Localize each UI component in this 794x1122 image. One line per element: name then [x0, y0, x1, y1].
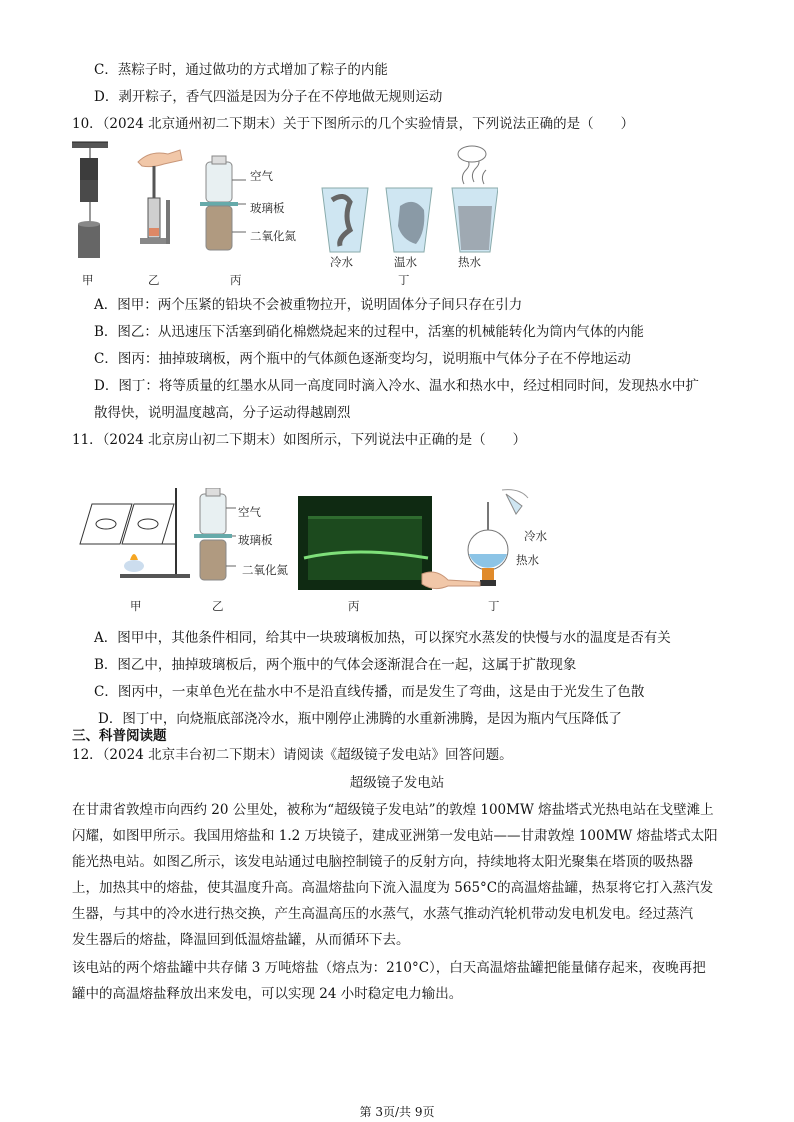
fig10-label-ding: 丁 — [398, 273, 410, 287]
q10-option-d-line1: D．图丁：将等质量的红墨水从同一高度同时滴入冷水、温水和热水中，经过相同时间，发现热水中扩 — [94, 378, 699, 394]
fig11-label-yi: 乙 — [212, 599, 224, 613]
section-heading: 三、科普阅读题 — [72, 728, 167, 744]
fig10-label-bing: 丙 — [230, 273, 242, 287]
gas-jars-drawing-2 — [194, 488, 236, 580]
q10-option-c: C．图丙：抽掉玻璃板，两个瓶中的气体颜色逐渐变均匀，说明瓶中气体分子在不停地运动 — [94, 351, 631, 367]
q9-option-d: D．剥开粽子，香气四溢是因为分子在不停地做无规则运动 — [94, 89, 443, 105]
fig11-glass-label: 玻璃板 — [238, 533, 273, 547]
fig11-hot-label: 热水 — [516, 553, 539, 567]
gas-jars-drawing — [200, 156, 246, 250]
question-11-illustration — [76, 488, 556, 608]
fig11-cold-label: 冷水 — [524, 529, 547, 543]
beakers-drawing — [322, 146, 498, 252]
question-11-stem: 11．（2024 北京房山初二下期末）如图所示，下列说法中正确的是（ ） — [72, 432, 527, 448]
fig10-label-yi: 乙 — [148, 273, 160, 287]
q11-option-a: A．图甲中，其他条件相同，给其中一块玻璃板加热，可以探究水蒸发的快慢与水的温度是否有关 — [94, 630, 671, 646]
lead-blocks-drawing — [72, 142, 108, 258]
article-paragraph-line: 该电站的两个熔盐罐中共存储 3 万吨熔盐（熔点为：210°C），白天高温熔盐罐把能量储存起来，夜晚再把 — [72, 960, 706, 976]
light-in-saltwater-photo — [298, 496, 432, 590]
article-paragraph-line: 能光热电站。如图乙所示，该发电站通过电脑控制镜子的反射方向，持续地将太阳光聚集在塔顶的吸热器 — [72, 854, 693, 870]
article-paragraph-line: 生器，与其中的冷水进行热交换，产生高温高压的水蒸气，水蒸气推动汽轮机带动发电机发电。经过蒸汽 — [72, 906, 693, 922]
article-paragraph-line: 在甘肃省敦煌市向西约 20 公里处，被称为“超级镜子发电站”的敦煌 100MW 熔盐塔式光热电站在戈壁滩上 — [72, 802, 714, 818]
fig11-label-jia: 甲 — [130, 599, 142, 613]
q9-option-c: C．蒸粽子时，通过做功的方式增加了粽子的内能 — [94, 62, 388, 78]
piston-drawing — [138, 150, 182, 244]
article-title: 超级镜子发电站 — [349, 775, 445, 791]
question-11-figure — [76, 488, 556, 608]
fig11-label-ding: 丁 — [488, 599, 500, 613]
q10-option-a: A．图甲：两个压紧的铅块不会被重物拉开，说明固体分子间只存在引力 — [94, 297, 523, 313]
fig11-air-label: 空气 — [238, 505, 261, 519]
q10-option-d-line2: 散得快，说明温度越高，分子运动得越剧烈 — [94, 405, 351, 421]
fig10-warm-label: 温水 — [394, 255, 417, 269]
flask-drawing — [422, 490, 528, 589]
fig10-hot-label: 热水 — [458, 255, 481, 269]
q11-option-b: B．图乙中，抽掉玻璃板后，两个瓶中的气体会逐渐混合在一起，这属于扩散现象 — [94, 657, 577, 673]
fig10-glass-label: 玻璃板 — [250, 201, 285, 215]
fig10-air-label: 空气 — [250, 169, 273, 183]
page-footer: 第 3页/共 9页 — [359, 1105, 435, 1119]
q10-option-b: B．图乙：从迅速压下活塞到硝化棉燃烧起来的过程中，活塞的机械能转化为筒内气体的内能 — [94, 324, 644, 340]
article-paragraph-line: 罐中的高温熔盐释放出来发电，可以实现 24 小时稳定电力输出。 — [72, 986, 463, 1002]
article-paragraph-line: 闪耀，如图甲所示。我国用熔盐和 1.2 万块镜子，建成亚洲第一发电站——甘肃敦煌 100MW 熔盐塔式太阳 — [72, 828, 718, 844]
fig11-no2-label: 二氧化氮 — [242, 563, 288, 577]
fig11-label-bing: 丙 — [348, 599, 360, 613]
q11-option-c: C．图丙中，一束单色光在盐水中不是沿直线传播，而是发生了弯曲，这是由于光发生了色散 — [94, 684, 645, 700]
question-10-stem: 10．（2024 北京通州初二下期末）关于下图所示的几个实验情景，下列说法正确的是（ ） — [72, 116, 635, 132]
fig10-label-jia: 甲 — [82, 273, 94, 287]
fig10-no2-label: 二氧化氮 — [250, 229, 296, 243]
article-paragraph-line: 上，加热其中的熔盐，使其温度升高。高温熔盐向下流入温度为 565°C的高温熔盐罐，热泵将它打入蒸汽发 — [72, 880, 714, 896]
fig10-cold-label: 冷水 — [330, 255, 353, 269]
q11-option-d: D．图丁中，向烧瓶底部浇冷水，瓶中刚停止沸腾的水重新沸腾，是因为瓶内气压降低了 — [98, 711, 622, 727]
article-paragraph-line: 发生器后的熔盐，降温回到低温熔盐罐，从而循环下去。 — [72, 932, 410, 948]
question-12-stem: 12．（2024 北京丰台初二下期末）请阅读《超级镜子发电站》回答问题。 — [72, 747, 513, 763]
glass-plates-drawing — [80, 488, 190, 578]
